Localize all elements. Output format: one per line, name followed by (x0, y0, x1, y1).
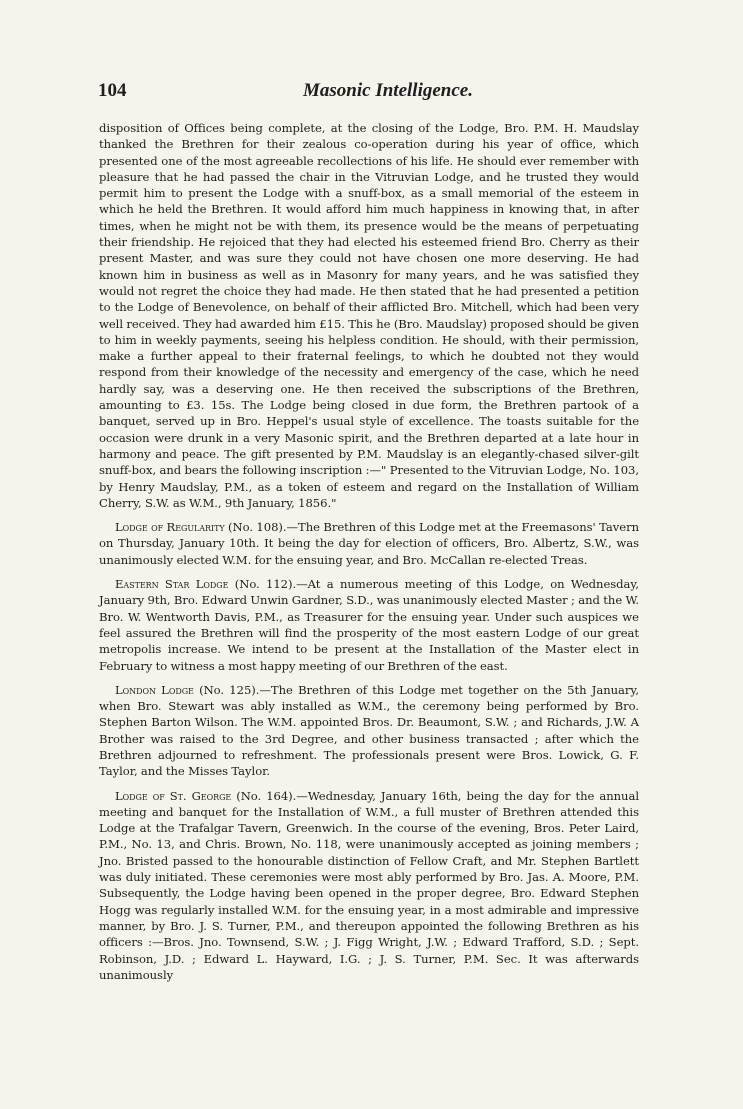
paragraph-text: (No. 108).—The Brethren of this Lodge met at the Freemasons' Tavern on Thursday, January 10th. It being the day for election of officers, Bro. Albertz, S.W., was unanimously elected W.M. for the ensuing year, and Bro. McCallan re-elected Treas. (99, 520, 639, 567)
page-header (98, 80, 638, 106)
paragraph-vitruvian-continuation (99, 120, 639, 511)
paragraph-lodge-of-st-george (99, 788, 639, 984)
paragraph-eastern-star-lodge (99, 576, 639, 674)
lodge-heading: Lodge of Regularity (115, 520, 225, 535)
paragraph-text: (No. 164).—Wednesday, January 16th, being the day for the annual meeting and banquet for the Installation of W.M., a full muster of Brethren attended this Lodge at the Trafalgar Tavern, Greenwich. In the course of the evening, Bros. Peter Laird, P.M., No. 13, and Chris. Brown, No. 118, were unanimously accepted as joining members ; Jno. Bristed passed to the honourable distinction of Fellow Craft, and Mr. Stephen Bartlett was duly initiated. These ceremonies were most ably performed by Bro. Jas. A. Moore, P.M. Subsequently, the Lodge having been opened in the proper degree, Bro. Edward Stephen Hogg was regularly installed W.M. for the ensuing year, in a most admirable and impressive manner, by Bro. J. S. Turner, P.M., and thereupon appointed the following Brethren as his officers :—Bros. Jno. Townsend, S.W. ; J. Figg Wright, J.W. ; Edward Trafford, S.D. ; Sept. Robinson, J.D. ; Edward L. Hayward, I.G. ; J. S. Turner, P.M. Sec. It was afterwards unanimously (99, 788, 639, 982)
article-body (99, 120, 639, 983)
paragraph-text: (No. 125).—The Brethren of this Lodge met together on the 5th January, when Bro. Stewart was ably installed as W.M., the ceremony being performed by Bro. Stephen Barton Wilson. The W.M. appointed Bros. Dr. Beaumont, S.W. ; and Richards, J.W. A Brother was raised to the 3rd Degree, and other business transacted ; after which the Brethren adjourned to refreshment. The professionals present were Bros. Lowick, G. F. Taylor, and the Misses Taylor. (99, 682, 639, 779)
paragraph-london-lodge (99, 682, 639, 780)
lodge-heading: London Lodge (115, 682, 194, 697)
paragraph-text: (No. 112).—At a numerous meeting of this Lodge, on Wednesday, January 9th, Bro. Edward Unwin Gardner, S.D., was unanimously elected Master ; and the W. Bro. W. Wentworth Davis, P.M., as Treasurer for the ensuing year. Under such auspices we feel assured the Brethren will find the prosperity of the most eastern Lodge of our great metropolis increase. We intend to be present at the Installation of the Master elect in February to witness a most happy meeting of our Brethren of the east. (99, 577, 639, 673)
lodge-heading: Lodge of St. George (115, 788, 232, 803)
paragraph-lodge-of-regularity (99, 519, 639, 568)
paragraph-text: disposition of Offices being complete, at the closing of the Lodge, Bro. P.M. H. Maudslay thanked the Brethren for their zealous co-operation during his year of office, which presented one of the most agreeable recollections of his life. He should ever remember with pleasure that he had passed the chair in the Vitruvian Lodge, and he trusted they would permit him to present the Lodge with a snuff-box, as a small memorial of the esteem in which he held the Brethren. It would afford him much happiness in knowing that, in after times, when he might not be with them, its presence would be the means of perpetuating their friendship. He rejoiced that they had elected his esteemed friend Bro. Cherry as their present Master, and was sure they could not have chosen one more deserving. He had known him in business as well as in Masonry for many years, and he was satisfied they would not regret the choice they had made. He then stated that he had presented a petition to the Lodge of Benevolence, on behalf of their afflicted Bro. Mitchell, which had been very well received. They had awarded him £15. This he (Bro. Maudslay) proposed should be given to him in weekly payments, seeing his helpless condition. He should, with their permission, make a further appeal to their fraternal feelings, to which he doubted not they would respond from their knowledge of the necessity and emergency of the case, which he need hardly say, was a deserving one. He then received the subscriptions of the Brethren, amounting to £3. 15s. The Lodge being closed in due form, the Brethren partook of a banquet, served up in Bro. Heppel's usual style of excellence. The toasts suitable for the occasion were drunk in a very Masonic spirit, and the Brethren departed at a late hour in harmony and peace. The gift presented by P.M. Maudslay is an elegantly-chased silver-gilt snuff-box, and bears the following inscription :—" Presented to the Vitruvian Lodge, No. 103, by Henry Maudslay, P.M., as a token of esteem and regard on the Installation of William Cherry, S.W. as W.M., 9th January, 1856." (99, 121, 639, 510)
page-number: 104 (98, 80, 127, 101)
running-title: Masonic Intelligence. (303, 80, 473, 101)
lodge-heading: Eastern Star Lodge (115, 577, 229, 592)
